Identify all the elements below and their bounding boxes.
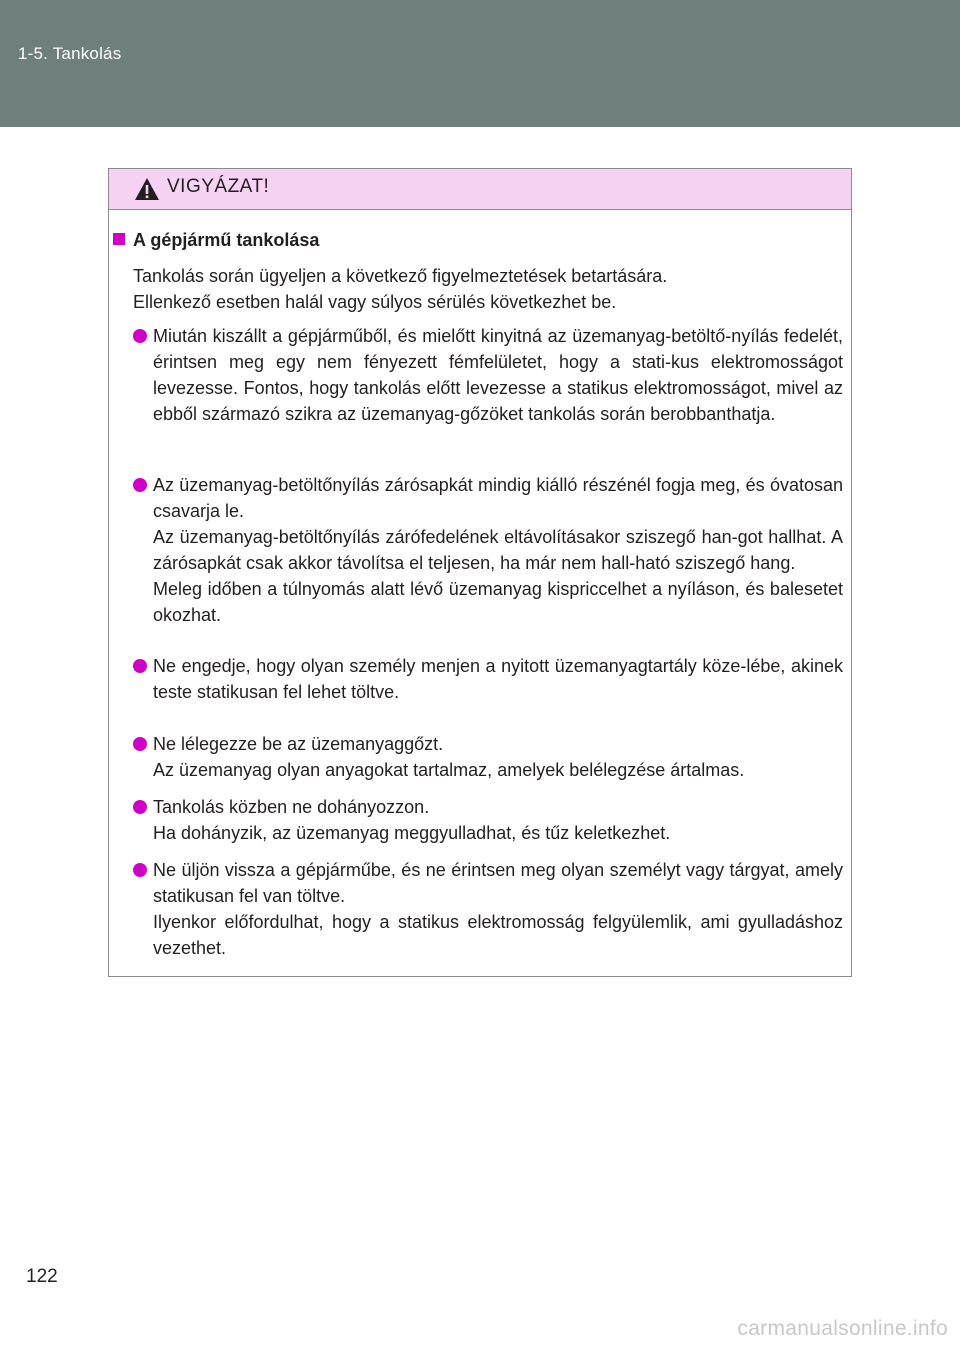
square-bullet-icon (113, 233, 125, 245)
bullet-paragraph: Ha dohányzik, az üzemanyag meggyulladhat, és tűz keletkezhet. (153, 823, 671, 843)
bullet-item (133, 794, 843, 846)
circle-bullet-icon (133, 329, 147, 343)
warning-header (109, 169, 851, 210)
subhead-text: A gépjármű tankolása (133, 230, 320, 250)
bullet-item (133, 323, 843, 427)
circle-bullet-icon (133, 478, 147, 492)
bullet-item (133, 857, 843, 961)
bullet-text (153, 731, 843, 783)
bullet-text (153, 323, 843, 427)
circle-bullet-icon (133, 863, 147, 877)
bullet-item (133, 731, 843, 783)
bullet-paragraph: Az üzemanyag-betöltőnyílás zárósapkát mindig kiálló részénél fogja meg, és óvatosan csavarja le. (153, 475, 843, 521)
bullet-paragraph: Tankolás közben ne dohányozzon. (153, 797, 430, 817)
bullet-paragraph: Ne lélegezze be az üzemanyaggőzt. (153, 734, 444, 754)
bullet-paragraph: Az üzemanyag-betöltőnyílás zárófedelének eltávolításakor sziszegő han-got hallhat. A zárósapkát csak akkor távolítsa el teljesen, ha már nem hall-ható sziszegő hang. (153, 527, 843, 573)
bullet-paragraph: Ilyenkor előfordulhat, hogy a statikus elektromosság felgyülemlik, ami gyulladáshoz vezethet. (153, 912, 843, 958)
circle-bullet-icon (133, 659, 147, 673)
intro-line: Ellenkező esetben halál vagy súlyos sérülés következhet be. (133, 292, 617, 312)
bullet-text (153, 794, 843, 846)
circle-bullet-icon (133, 737, 147, 751)
bullet-paragraph: Meleg időben a túlnyomás alatt lévő üzemanyag kispriccelhet a nyíláson, és balesetet okozhat. (153, 579, 843, 625)
warning-triangle-icon (134, 177, 160, 201)
warning-box (108, 168, 852, 977)
bullet-text (153, 857, 843, 961)
bullet-paragraph: Ne engedje, hogy olyan személy menjen a nyitott üzemanyagtartály köze-lébe, akinek teste statikusan fel lehet töltve. (153, 656, 843, 702)
section-title: 1-5. Tankolás (18, 44, 122, 63)
bullet-paragraph: Miután kiszállt a gépjárműből, és mielőtt kinyitná az üzemanyag-betöltő-nyílás fedelét, érintsen meg egy nem fényezett fémfelületet, hogy a stati-kus elektromosságot levezesse. Fontos, hogy tankolás előtt levezesse a statikus elektromosságot, mivel az ebből származó szikra az üzemanyag-gőzöket tankolás során berobbanthatja. (153, 326, 843, 424)
bullet-text (153, 472, 843, 628)
warning-title: VIGYÁZAT! (167, 176, 270, 197)
bullet-item (133, 653, 843, 705)
intro-line: Tankolás során ügyeljen a következő figyelmeztetések betartására. (133, 266, 668, 286)
warning-subhead (113, 230, 319, 251)
circle-bullet-icon (133, 800, 147, 814)
page-number: 122 (26, 1266, 58, 1287)
bullet-item (133, 472, 843, 628)
bullet-paragraph: Az üzemanyag olyan anyagokat tartalmaz, amelyek belélegzése ártalmas. (153, 760, 745, 780)
bullet-paragraph: Ne üljön vissza a gépjárműbe, és ne érintsen meg olyan személyt vagy tárgyat, amely statikusan fel van töltve. (153, 860, 843, 906)
watermark: carmanualsonline.info (737, 1317, 948, 1340)
page-header (0, 0, 960, 127)
warning-intro (133, 263, 843, 315)
bullet-text (153, 653, 843, 705)
